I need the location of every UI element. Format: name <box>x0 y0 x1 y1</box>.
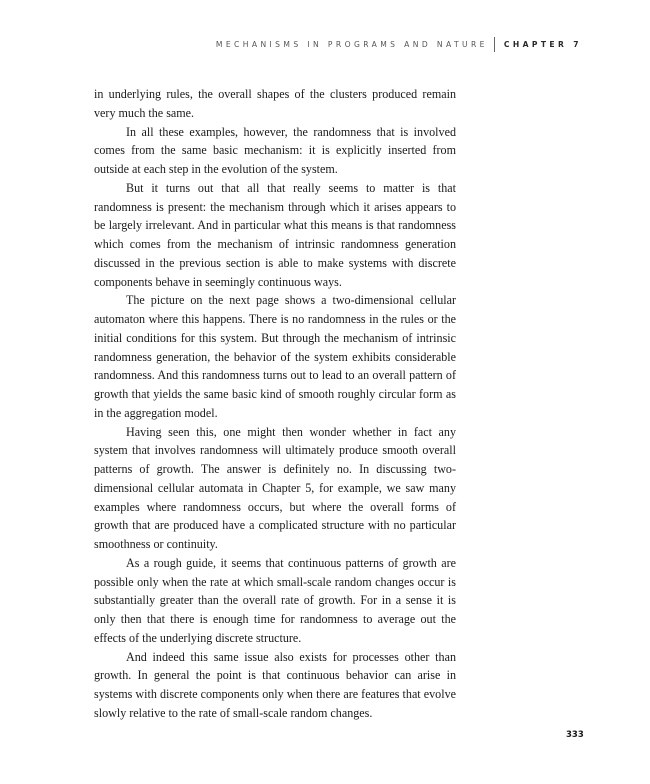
paragraph: In all these examples, however, the randomness that is involved comes from the same basic mechanism: it is explicitly inserted from outside at each step in the evolution of the system. <box>94 124 456 176</box>
running-header <box>216 37 582 52</box>
paragraph: Having seen this, one might then wonder whether in fact any system that involves randomness will ultimately produce smooth overall patterns of growth. The answer is definitely no. In discussing two-dimensional cellular automata in Chapter 5, for example, we saw many examples where randomness occurs, but where the overall forms of growth that are produced have a complicated structure with no particular smoothness or continuity. <box>94 424 456 551</box>
header-divider <box>494 37 495 52</box>
paragraph: As a rough guide, it seems that continuous patterns of growth are possible only when the rate at which small-scale random changes occur is substantially greater than the overall rate of growth. For in a sense it is only then that there is enough time for randomness to average out the effects of the underlying discrete structure. <box>94 555 456 645</box>
chapter-label: CHAPTER 7 <box>503 40 582 49</box>
paragraph: And indeed this same issue also exists for processes other than growth. In general the point is that continuous behavior can arise in systems with discrete components only when there are features that evolve slowly relative to the rate of small-scale random changes. <box>94 649 456 720</box>
paragraph-continued: in underlying rules, the overall shapes of the clusters produced remain very much the same. <box>94 87 456 120</box>
page-body <box>94 85 456 723</box>
paragraph: The picture on the next page shows a two-dimensional cellular automaton where this happens. There is no randomness in the rules or the initial conditions for this system. But through the mechanism of intrinsic randomness generation, the behavior of the system exhibits considerable randomness. And this randomness turns out to lead to an overall pattern of growth that yields the same basic kind of smooth roughly circular form as in the aggregation model. <box>94 293 456 420</box>
page-number: 333 <box>566 730 584 740</box>
paragraph: But it turns out that all that really seems to matter is that randomness is present: the mechanism through which it arises appears to be largely irrelevant. And in particular what this means is that randomness which comes from the mechanism of intrinsic randomness generation discussed in the previous section is able to make systems with discrete components behave in seemingly continuous ways. <box>94 180 456 289</box>
running-title: MECHANISMS IN PROGRAMS AND NATURE <box>215 40 488 49</box>
